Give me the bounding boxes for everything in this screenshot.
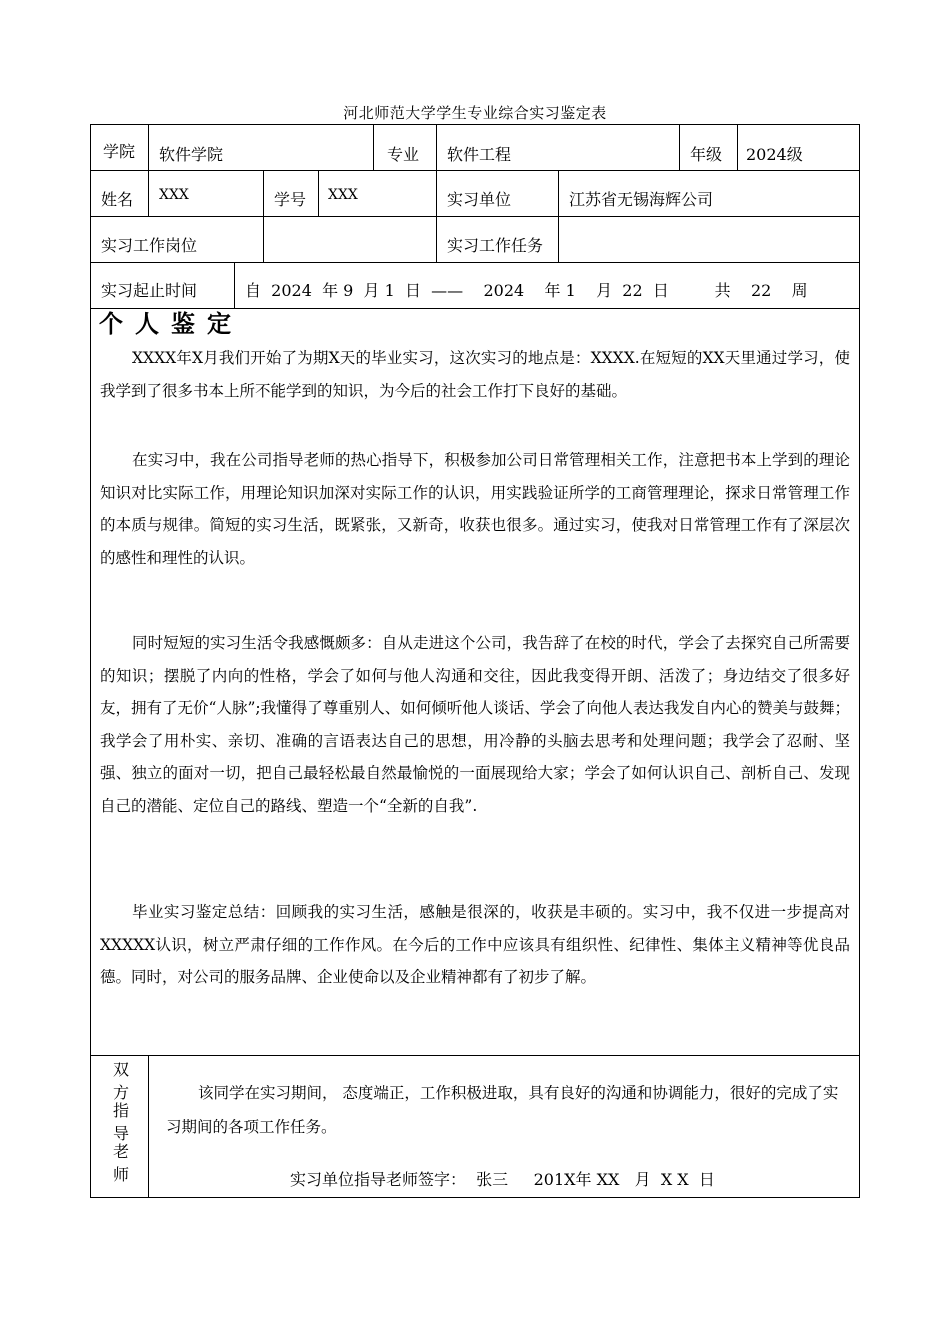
post-value-cell — [263, 216, 437, 263]
name-label: 姓名 — [101, 190, 134, 209]
paragraph-4: 毕业实习鉴定总结：回顾我的实习生活，感触是很深的，收获是丰硕的。实习中，我不仅进一步提高对XXXXX认识，树立严肃仔细的工作作风。在今后的工作中应该具有组织性、纪律性、集体主义精神等优良品德。同时，对公司的服务品牌、企业使命以及企业精神都有了初步了解。 — [100, 903, 850, 986]
major-label: 专业 — [387, 145, 420, 164]
form-title: 河北师范大学学生专业综合实习鉴定表 — [343, 104, 607, 122]
id-label-cell — [263, 170, 319, 217]
paragraph-2: 在实习中，我在公司指导老师的热心指导下，积极参加公司日常管理相关工作，注意把书本上学到的理论知识对比实际工作，用理论知识加深对实际工作的认识，用实践验证所学的工商管理理论，探求日常管理工作的本质与规律。简短的实习生活，既紧张，又新奇，收获也很多。通过实习，使我对日常管理工作有了深层次的感性和理性的认识。 — [100, 451, 850, 567]
period-value-cell — [234, 262, 860, 309]
name-value-cell — [148, 170, 264, 217]
grade-label: 年级 — [690, 145, 723, 164]
id-label: 学号 — [274, 190, 307, 209]
unit-label-cell — [436, 170, 559, 217]
period-label-cell — [90, 262, 235, 309]
major-value: 软件工程 — [447, 145, 512, 164]
post-label-cell — [90, 216, 264, 263]
college-label-cell — [90, 124, 149, 171]
grade-value: 2024级 — [746, 145, 803, 164]
name-label-cell — [90, 170, 149, 217]
major-label-cell — [373, 124, 437, 171]
period-label: 实习起止时间 — [101, 281, 198, 300]
advisor-signature: 实习单位指导老师签字： 张三 201X年 XX 月 X X 日 — [290, 1170, 715, 1189]
unit-value-cell — [558, 170, 860, 217]
advisor-label-line3: 老师 — [112, 1142, 143, 1184]
post-label: 实习工作岗位 — [101, 236, 198, 255]
grade-value-cell — [737, 124, 860, 171]
advisor-evaluation: 该同学在实习期间， 态度端正，工作积极进取，具有良好的沟通和协调能力，很好的完成了实习期间的各项工作任务。 — [166, 1084, 839, 1136]
major-value-cell — [436, 124, 680, 171]
advisor-label-line2: 指导 — [112, 1101, 143, 1143]
task-label: 实习工作任务 — [447, 236, 544, 255]
college-value-cell — [148, 124, 374, 171]
period-value: 自 2024 年 9 月 1 日 —— 2024 年 1 月 22 日 共 22 周 — [245, 281, 808, 300]
paragraph-3: 同时短短的实习生活令我感慨颇多：自从走进这个公司，我告辞了在校的时代，学会了去探究自己所需要的知识；摆脱了内向的性格，学会了如何与他人沟通和交往，因此我变得开朗、活泼了；身边结交了很多好友，拥有了无价“人脉”;我懂得了尊重别人、如何倾听他人谈话、学会了向他人表达我发自内心的赞美与鼓舞；我学会了用朴实、亲切、准确的言语表达自己的思想，用冷静的头脑去思考和处理问题；我学会了忍耐、坚强、独立的面对一切，把自己最轻松最自然最愉悦的一面展现给大家；学会了如何认识自己、剖析自己、发现自己的潜能、定位自己的路线、塑造一个“全新的自我”. — [100, 634, 850, 815]
unit-value: 江苏省无锡海辉公司 — [569, 190, 714, 209]
id-value-cell — [318, 170, 437, 217]
advisor-label-line1: 双方 — [112, 1060, 143, 1102]
task-value-cell — [558, 216, 860, 263]
name-value: XXX — [159, 187, 189, 203]
section-title: 个人鉴定 — [99, 310, 243, 338]
task-label-cell — [436, 216, 559, 263]
grade-label-cell — [679, 124, 738, 171]
paragraph-1: XXXX年X月我们开始了为期X天的毕业实习，这次实习的地点是：XXXX.在短短的XX天里通过学习，使我学到了很多书本上所不能学到的知识，为今后的社会工作打下良好的基础。 — [100, 349, 850, 400]
unit-label: 实习单位 — [447, 190, 512, 209]
college-value: 软件学院 — [159, 145, 224, 164]
college-label: 学院 — [103, 142, 136, 161]
id-value: XXX — [328, 187, 358, 203]
